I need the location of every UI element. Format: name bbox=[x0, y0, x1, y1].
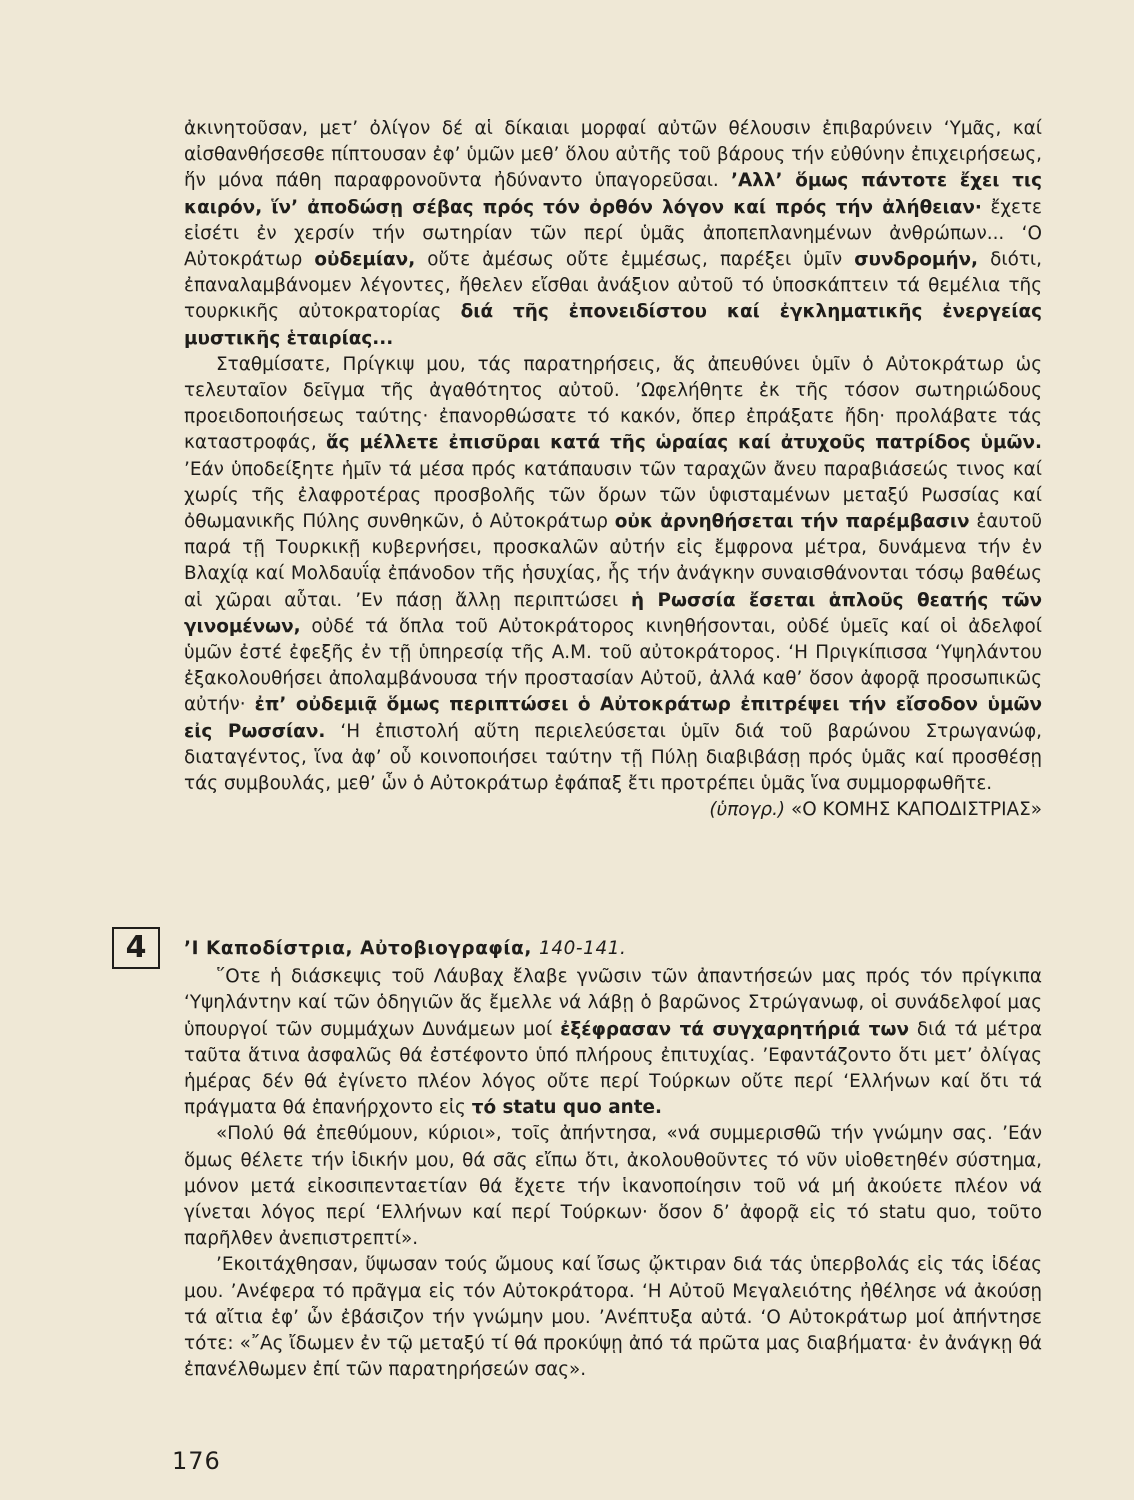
paragraph bbox=[184, 116, 1042, 352]
text-run: οὐδέ τά ὅπλα τοῦ Αὐτοκράτορος κινηθήσονται, οὐδέ ὑμεῖς καί οἱ ἀδελφοί ὑμῶν ἐστέ ἐφεξῆς ἐν τῇ ὑπηρεσίᾳ τῆς Α.Μ. τοῦ αὐτοκράτορος. ‘Η Πριγκίπισσα ‘Υψηλάντου ἐξακολουθήσει ἀπολαμβάνουσα τήν προστασίαν Αὐτοῦ, ἀλλά καθ’ ὅσον ἀφορᾷ προσωπικῶς αὐτήν· bbox=[184, 615, 1042, 716]
source-citation bbox=[184, 936, 1042, 962]
text-run: ἔχετε εἰσέτι ἐν χερσίν τήν σωτηρίαν τῶν περί ὑμᾶς ἀποπεπλανημένων ἀνθρώπων... ‘Ο Αὐτοκράτωρ bbox=[184, 196, 1042, 271]
text-run: ῞Οτε ἡ διάσκεψις τοῦ Λάυβαχ ἔλαβε γνῶσιν τῶν ἀπαντήσεών μας πρός τόν πρίγκιπα ‘Υψηλάντην καί τῶν ὁδηγιῶν ἅς ἔμελλε νά λάβῃ ὁ βαρῶνος Στρώγανωφ, οἱ συνάδελφοί μας ὑπουργοί τῶν συμμάχων Δυνάμεων μοί bbox=[184, 966, 1042, 1040]
text-run: Σταθμίσατε, Πρίγκιψ μου, τάς παρατηρήσεις, ἅς ἀπευθύνει ὑμῖν ὁ Αὐτοκράτωρ ὡς τελευταῖον δεῖγμα τῆς ἀγαθότητος αὐτοῦ. ’Ωφελήθητε ἐκ τῆς τόσον σωτηριώδους προειδοποιήσεως ταύτης· ἐπανορθώσατε τό κακόν, ὅπερ ἐπράξατε ἤδη· προλάβατε τάς καταστροφάς, bbox=[184, 353, 1042, 454]
source-pages: 140-141. bbox=[539, 938, 627, 959]
source-title: ’Ι Καποδίστρια, Αὐτοβιογραφία, bbox=[184, 938, 532, 959]
text-run: οὔτε ἀμέσως οὔτε ἐμμέσως, παρέξει ὑμῖν bbox=[415, 249, 855, 271]
bold-text-run: ’Αλλ’ ὅμως πάντοτε ἔχει τις καιρόν, ἵν’ ἀποδώσῃ σέβας πρός τόν ὀρθόν λόγον καί πρός τήν ἀλήθειαν· bbox=[184, 170, 1042, 218]
signature-note: (ὑπογρ.) bbox=[709, 799, 786, 821]
paragraph bbox=[184, 352, 1042, 797]
text-run: ‘Η ἐπιστολή αὕτη περιελεύσεται ὑμῖν διά τοῦ βαρώνου Στρωγανώφ, διαταγέντος, ἵνα ἀφ’ οὗ κοινοποιήσει ταύτην τῇ Πύλῃ διαβιβάσῃ πρός ὑμᾶς καί προσθέσῃ τάς συμβουλάς, μεθ’ ὧν ὁ Αὐτοκράτωρ ἐφάπαξ ἔτι προτρέπει ὑμᾶς ἵνα συμμορφωθῆτε. bbox=[184, 720, 1042, 795]
signature-line bbox=[184, 797, 1042, 823]
bold-text-run: ἐξέφρασαν τά συγχαρητήριά των bbox=[560, 1018, 909, 1040]
signature-name: «Ο ΚΟΜΗΣ ΚΑΠΟΔΙΣΤΡΙΑΣ» bbox=[790, 799, 1042, 821]
text-run: ἀκινητοῦσαν, μετ’ ὀλίγον δέ αἱ δίκαιαι μορφαί αὐτῶν θέλουσιν ἐπιβαρύνειν ‘Υμᾶς, καί αἰσθανθήσεσθε πίπτουσαν ἐφ’ ὑμῶν μεθ’ ὅλου αὐτῆς τοῦ βάρους τήν εὐθύνην ἐπιχειρήσεως, ἥν μόνα πάθη παραφρονοῦντα ἠδύναντο ὑπαγορεῦσαι. bbox=[184, 118, 1042, 192]
bold-text-run: οὐκ ἀρνηθήσεται τήν παρέμβασιν bbox=[614, 511, 970, 533]
bold-text-run: ἡ Ρωσσία ἔσεται ἁπλοῦς θεατής τῶν γινομένων, bbox=[184, 589, 1043, 637]
bold-text-run: διά τῆς ἐπονειδίστου καί ἐγκληματικῆς ἐνεργείας μυστικῆς ἑταιρίας... bbox=[184, 301, 1042, 349]
page-number: 176 bbox=[172, 1447, 221, 1475]
text-run: ἑαυτοῦ παρά τῇ Τουρκικῇ κυβερνήσει, προσκαλῶν αὐτήν εἰς ἔμφρονα μέτρα, δυνάμενα τήν ἐν Βλαχίᾳ καί Μολδαυΐᾳ ἐπάνοδον τῆς ἡσυχίας, ἧς τήν ἀνάγκην συναισθάνονται τόσῳ βαθέως αἱ χῶραι αὗται. ’Εν πάσῃ ἄλλῃ περιπτώσει bbox=[184, 511, 1043, 611]
bold-text-run: τό statu quo ante. bbox=[471, 1097, 662, 1119]
bold-text-run: συνδρομήν, bbox=[854, 249, 979, 271]
paragraph bbox=[184, 964, 1042, 1121]
paragraph: ’Εκοιτάχθησαν, ὕψωσαν τούς ὤμους καί ἴσως ᾤκτιραν διά τάς ὑπερβολάς εἰς τάς ἰδέας μου. ’Ανέφερα τό πρᾶγμα εἰς τόν Αὐτοκράτορα. ‘Η Αὐτοῦ Μεγαλειότης ἠθέλησε νά ἀκούσῃ τά αἴτια ἐφ’ ὧν ἐβάσιζον τήν γνώμην μου. ’Ανέπτυξα αὐτά. ‘Ο Αὐτοκράτωρ μοί ἀπήντησε τότε: «῎Ας ἴδωμεν ἐν τῷ μεταξύ τί θά προκύψῃ ἀπό τά πρῶτα μας διαβήματα· ἐν ἀνάγκῃ θά ἐπανέλθωμεν ἐπί τῶν παρατηρήσεών σας». bbox=[184, 1254, 1042, 1381]
text-run: διά τά μέτρα ταῦτα ἅτινα ἀσφαλῶς θά ἐστέφοντο ὑπό πλήρους ἐπιτυχίας. ’Εφαντάζοντο ὅτι μετ’ ὀλίγας ἡμέρας δέν θά ἐγίνετο πλέον λόγος οὔτε περί Τούρκων οὔτε περί ‘Ελλήνων καί ὅτι τά πράγματα θά ἐπανήρχοντο εἰς bbox=[184, 1018, 1043, 1119]
autobiography-text-section bbox=[184, 936, 1042, 1383]
document-number-box: 4 bbox=[112, 927, 160, 969]
paragraph: «Πολύ θά ἐπεθύμουν, κύριοι», τοῖς ἀπήντησα, «νά συμμερισθῶ τήν γνώμην σας. ’Εάν ὅμως θέλετε τήν ἰδικήν μου, θά σᾶς εἴπω ὅτι, ἀκολουθοῦντες τό νῦν υἱοθετηθέν σύστημα, μόνον μετά εἰκοσιπενταετίαν θά ἔχετε τήν ἱκανοποίησιν τοῦ νά μή ἀκούετε πλέον νά γίνεται λόγος περί ‘Ελλήνων καί περί Τούρκων· ὅσον δ’ ἀφορᾷ εἰς τό statu quo, τοῦτο παρῆλθεν ἀνεπιστρεπτί». bbox=[184, 1123, 1042, 1250]
bold-text-run: ἅς μέλλετε ἐπισῦραι κατά τῆς ὡραίας καί ἀτυχοῦς πατρίδος ὑμῶν. bbox=[326, 432, 1042, 454]
letter-text-section bbox=[184, 116, 1042, 823]
bold-text-run: οὐδεμίαν, bbox=[314, 249, 416, 271]
text-run: διότι, ἐπαναλαμβάνομεν λέγοντες, ἤθελεν εἴσθαι ἀνάξιον αὐτοῦ τό ὑποσκάπτειν τά θεμέλια τῆς τουρκικῆς αὐτοκρατορίας bbox=[184, 249, 1042, 323]
bold-text-run: ἐπ’ οὐδεμιᾷ ὅμως περιπτώσει ὁ Αὐτοκράτωρ ἐπιτρέψει τήν εἴσοδον ὑμῶν εἰς Ρωσσίαν. bbox=[184, 694, 1042, 742]
text-run: ’Εάν ὑποδείξητε ἡμῖν τά μέσα πρός κατάπαυσιν τῶν ταραχῶν ἄνευ παραβιάσεώς τινος καί χωρίς τῆς ἐλαφροτέρας προσβολῆς τῶν ὅρων τῶν ὑφισταμένων μεταξύ Ρωσσίας καί ὀθωμανικῆς Πύλης συνθηκῶν, ὁ Αὐτοκράτωρ bbox=[184, 458, 1042, 533]
